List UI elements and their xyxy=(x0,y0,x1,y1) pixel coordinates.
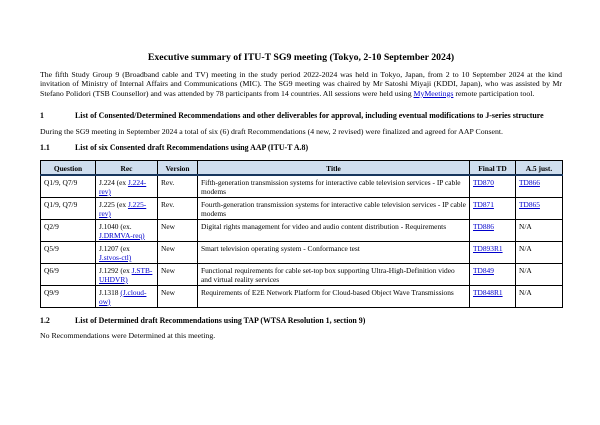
a5-cell: N/A xyxy=(516,263,563,285)
determined-paragraph: No Recommendations were Determined at this meeting. xyxy=(40,331,216,341)
table-row xyxy=(41,285,563,307)
col-header-question: Question xyxy=(41,160,96,175)
table-row xyxy=(41,197,563,219)
question-cell: Q9/9 xyxy=(41,285,96,307)
version-cell: Rev. xyxy=(158,175,198,198)
title-cell: Requirements of E2E Network Platform for Cloud-based Object Wave Transmissions xyxy=(198,285,470,307)
rec-cell xyxy=(96,241,158,263)
rec-text: J.1040 (ex. xyxy=(99,221,132,231)
rec-link[interactable]: J.225-rev) xyxy=(99,199,147,218)
version-cell: New xyxy=(158,219,198,241)
consented-recommendations-table xyxy=(40,160,563,308)
title-cell: Fourth-generation transmission systems for interactive cable television services - IP cable modems xyxy=(198,197,470,219)
title-cell: Functional requirements for cable set-top box supporting Ultra-High-Definition video and virtual reality services xyxy=(198,263,470,285)
mymeetings-link[interactable]: MyMeetings xyxy=(413,88,454,98)
rec-cell xyxy=(96,263,158,285)
section-1-number: 1 xyxy=(40,110,44,120)
page-title: Executive summary of ITU-T SG9 meeting (Tokyo, 2-10 September 2024) xyxy=(147,52,455,63)
rec-cell xyxy=(96,175,158,198)
rec-link[interactable]: J.stvos-ctl) xyxy=(99,252,132,262)
a5-cell xyxy=(516,197,563,219)
intro-text-after: remote participation tool. xyxy=(453,88,535,98)
question-cell: Q5/9 xyxy=(41,241,96,263)
section-1-2-title: List of Determined draft Recommendations using TAP (WTSA Resolution 1, section 9) xyxy=(75,315,366,325)
rec-link[interactable]: J.224-rev) xyxy=(99,177,147,196)
intro-paragraph xyxy=(40,70,562,98)
rec-link[interactable]: J.DRMVA-req) xyxy=(99,230,145,240)
section-1-1-number: 1.1 xyxy=(40,143,50,153)
final-td-cell xyxy=(470,263,516,285)
version-cell: New xyxy=(158,285,198,307)
final-td-link[interactable]: TD893R1 xyxy=(473,243,503,253)
section-1-1-heading xyxy=(40,143,562,152)
section-1-heading xyxy=(40,111,562,120)
final-td-cell xyxy=(470,219,516,241)
section-1-2-number: 1.2 xyxy=(40,315,50,325)
rec-link[interactable]: J.STB-UHDVR) xyxy=(99,265,153,284)
rec-link[interactable]: (J.cloud-ow) xyxy=(99,287,147,306)
table-header-row xyxy=(41,160,563,175)
rec-text: J.224 (ex xyxy=(99,177,128,187)
rec-cell xyxy=(96,197,158,219)
rec-text: J.1207 (ex xyxy=(99,243,130,253)
a5-cell: N/A xyxy=(516,219,563,241)
final-td-cell xyxy=(470,285,516,307)
rec-cell xyxy=(96,219,158,241)
col-header-rec: Rec xyxy=(96,160,158,175)
final-td-link[interactable]: TD849 xyxy=(473,265,494,275)
final-td-link[interactable]: TD871 xyxy=(473,199,494,209)
intro-text-before: The fifth Study Group 9 (Broadband cable and TV) meeting in the study period 2022-2024 was held in Tokyo, Japan, from 2 to 10 September 2024 at the kind invitation of Ministry of Internal Affairs and Communications (MIC). The SG9 meeting was chaired by Mr Satoshi Miyaji (KDDI, Japan), who was assisted by Mr Stefano Polidori (TSB Counsellor) and was attended by 78 participants from 14 countries. All sessions were held using xyxy=(40,70,562,98)
section-1-1-title: List of six Consented draft Recommendations using AAP (ITU-T A.8) xyxy=(75,143,309,153)
rec-text: J.225 (ex xyxy=(99,199,128,209)
a5-link[interactable]: TD865 xyxy=(519,199,540,209)
final-td-link[interactable]: TD886 xyxy=(473,221,494,231)
version-cell: New xyxy=(158,241,198,263)
final-td-link[interactable]: TD870 xyxy=(473,177,494,187)
table-row xyxy=(41,241,563,263)
rec-text: J.1318 xyxy=(99,287,121,297)
question-cell: Q1/9, Q7/9 xyxy=(41,197,96,219)
col-header-a5-just: A.5 just. xyxy=(516,160,563,175)
col-header-version: Version xyxy=(158,160,198,175)
a5-link[interactable]: TD866 xyxy=(519,177,540,187)
section-1-title: List of Consented/Determined Recommendations and other deliverables for approval, including eventual modifications to J-series structure xyxy=(75,110,544,120)
title-cell: Digital rights management for video and audio content distribution - Requirements xyxy=(198,219,470,241)
table-row xyxy=(41,175,563,198)
a5-cell: N/A xyxy=(516,241,563,263)
consent-paragraph: During the SG9 meeting in September 2024 a total of six (6) draft Recommendations (4 new, 2 revised) were finalized and agreed for AAP Consent. xyxy=(40,127,503,137)
title-cell: Smart television operating system - Conformance test xyxy=(198,241,470,263)
table-row xyxy=(41,219,563,241)
final-td-link[interactable]: TD848R1 xyxy=(473,287,503,297)
question-cell: Q1/9, Q7/9 xyxy=(41,175,96,198)
table-row xyxy=(41,263,563,285)
version-cell: New xyxy=(158,263,198,285)
section-1-2-heading xyxy=(40,316,562,325)
rec-cell xyxy=(96,285,158,307)
question-cell: Q6/9 xyxy=(41,263,96,285)
final-td-cell xyxy=(470,197,516,219)
final-td-cell xyxy=(470,241,516,263)
a5-cell xyxy=(516,175,563,198)
title-cell: Fifth-generation transmission systems for interactive cable television services - IP cable modems xyxy=(198,175,470,198)
final-td-cell xyxy=(470,175,516,198)
rec-text: J.1292 (ex xyxy=(99,265,132,275)
col-header-title: Title xyxy=(198,160,470,175)
col-header-final-td: Final TD xyxy=(470,160,516,175)
question-cell: Q2/9 xyxy=(41,219,96,241)
version-cell: Rev. xyxy=(158,197,198,219)
a5-cell: N/A xyxy=(516,285,563,307)
